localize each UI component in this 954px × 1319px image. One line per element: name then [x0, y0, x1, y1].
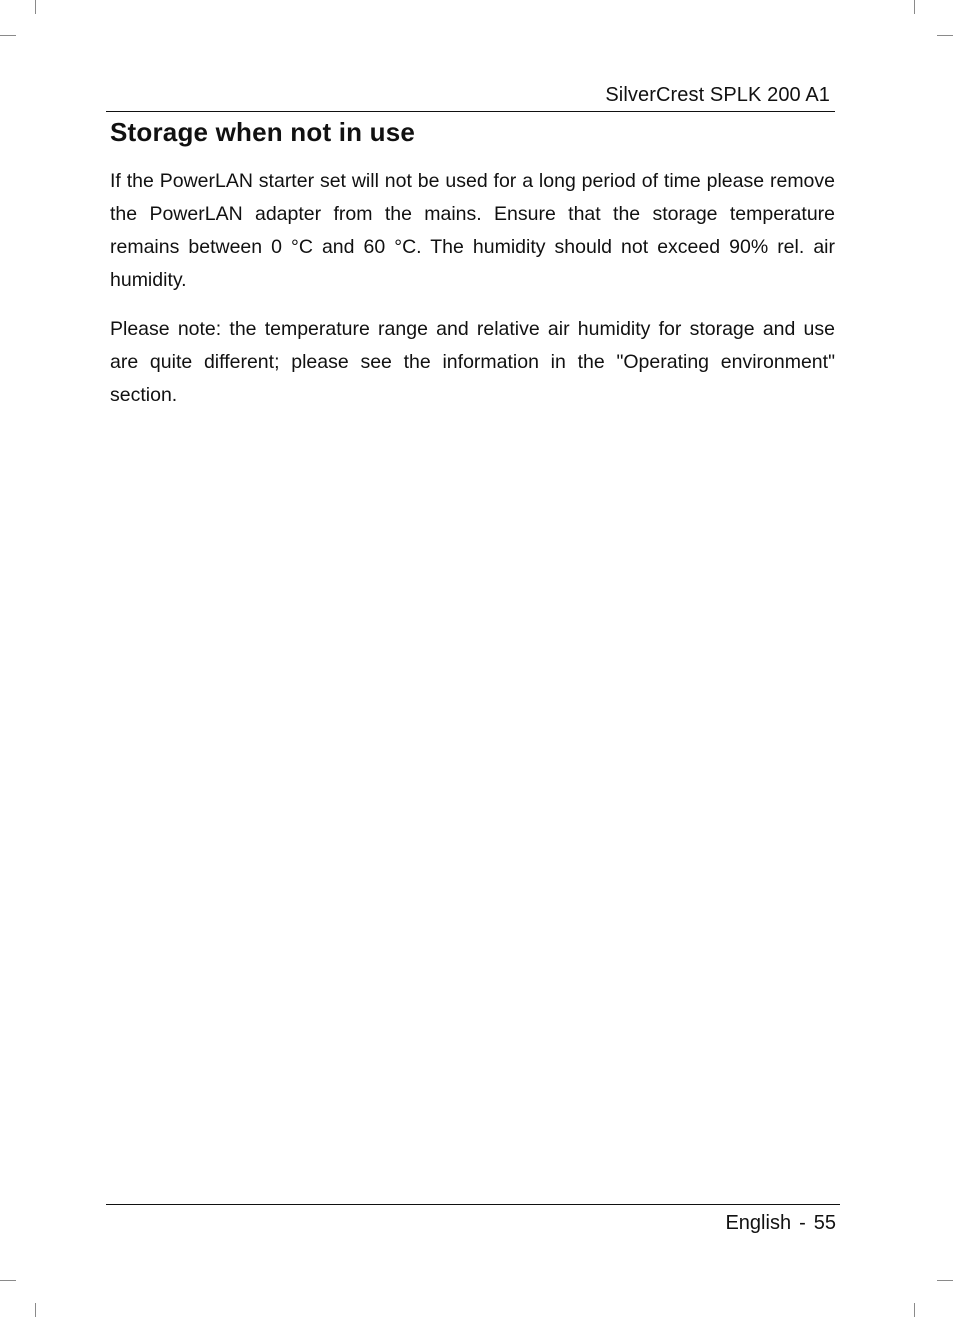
- footer-rule: [106, 1204, 840, 1205]
- footer-language: English: [725, 1212, 792, 1234]
- body-paragraph: If the PowerLAN starter set will not be used for a long period of time please remove the PowerLAN adapter from the mains. Ensure that the storage temperature remains between 0 °C and 60 °C. The humidity should not exceed 90% rel. air humidity.: [110, 170, 835, 291]
- crop-mark: [0, 35, 16, 36]
- footer-separator: -: [799, 1212, 806, 1234]
- page-number: 55: [813, 1212, 836, 1234]
- header-rule: [106, 111, 835, 112]
- crop-mark: [914, 0, 915, 14]
- page-footer: [725, 1212, 836, 1235]
- running-header: SilverCrest SPLK 200 A1: [605, 84, 830, 106]
- crop-mark: [937, 35, 953, 36]
- crop-mark: [914, 1303, 915, 1317]
- body-paragraph: Please note: the temperature range and relative air humidity for storage and use are quite different; please see the information in the "Operating environment" section.: [110, 318, 835, 406]
- crop-mark: [35, 1303, 36, 1317]
- crop-mark: [0, 1280, 16, 1281]
- crop-mark: [937, 1280, 953, 1281]
- section-title: Storage when not in use: [110, 117, 416, 147]
- crop-mark: [35, 0, 36, 14]
